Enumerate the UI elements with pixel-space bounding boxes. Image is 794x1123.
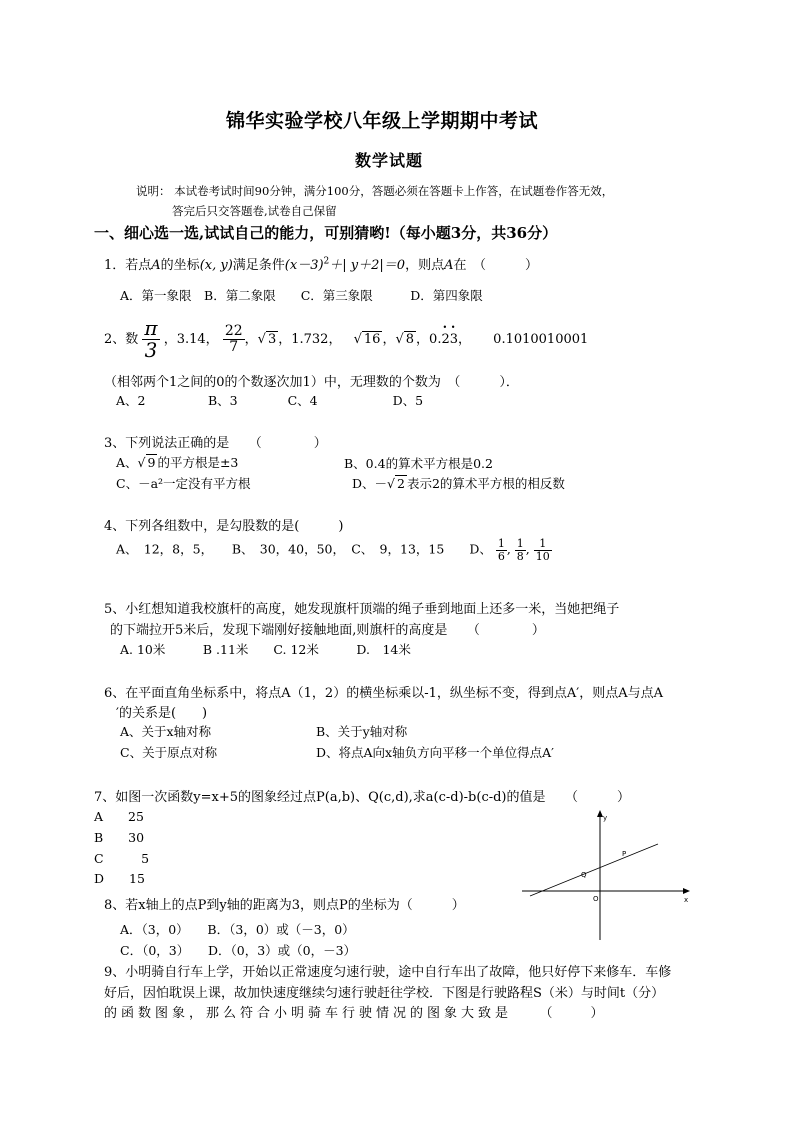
graph-y-label: y bbox=[603, 814, 608, 822]
q2-rep-digit1: • 2 bbox=[441, 332, 449, 347]
q1-options: A．第一象限 B．第二象限 C．第三象限 D．第四象限 bbox=[120, 288, 483, 303]
exam-note-line1: 说明： 本试卷考试时间90分钟，满分100分，答题必须在答题卡上作答，在试题卷作答无效， bbox=[136, 184, 614, 198]
q2-sqrt3: √ 3 bbox=[257, 332, 277, 347]
q2-options: A、2 B、3 C、4 D、5 bbox=[116, 393, 424, 408]
q5-line1: 5、小红想知道我校旗杆的高度，她发现旗杆顶端的绳子垂到地面上还多一米，当她把绳子 bbox=[104, 602, 620, 617]
q6-option-c: C、关于原点对称 bbox=[120, 745, 218, 760]
q2-sqrt16: √ 16 bbox=[353, 332, 381, 347]
q4-f1: 1 bbox=[497, 537, 505, 550]
q5-line2: 的下端拉开5米后，发现下端刚好接触地面,则旗杆的高度是 （ ） bbox=[110, 623, 545, 638]
q1-suffix: 在 （ ） bbox=[453, 258, 538, 273]
q9-line1: 9、小明骑自行车上学，开始以正常速度匀速行驶，途中自行车出了故障，他只好停下来修车．车修 bbox=[104, 965, 672, 980]
q8-stem: 8、若x轴上的点P到y轴的距离为3，则点P的坐标为（ ） bbox=[104, 898, 465, 913]
q2-c2: ， bbox=[382, 332, 396, 347]
q1-cond: (x－3) bbox=[284, 258, 324, 273]
q4-f3: 1 bbox=[534, 538, 552, 551]
q3-optD-pre: D、－ bbox=[352, 476, 388, 491]
q4-d3: 10 bbox=[535, 549, 550, 563]
q6-option-a: A、关于x轴对称 bbox=[120, 724, 212, 739]
q2-repeating-decimal bbox=[429, 332, 458, 347]
q3-optA-post: 的平方根是±3 bbox=[157, 455, 239, 470]
q3-optD-post: 表示2的算术平方根的相反数 bbox=[406, 476, 565, 491]
q1-mid1: 的坐标 bbox=[160, 258, 200, 273]
q2-c1: ， bbox=[244, 332, 258, 347]
q1-cond2: ＋| y＋2|＝0 bbox=[329, 258, 406, 273]
q3-option-a bbox=[116, 453, 238, 471]
q9-line2: 好后，因怕耽误上课，故加快速度继续匀速行驶赶往学校．下图是行驶路程S（米）与时间t（分） bbox=[104, 986, 665, 1001]
q2-sqrt16-rad: 16 bbox=[363, 332, 381, 347]
exam-note-line2: 答完后只交答题卷,试卷自己保留 bbox=[172, 204, 337, 218]
q7-option-a: A 25 bbox=[94, 809, 144, 824]
q2-pi-den: 3 bbox=[144, 338, 158, 362]
q2-n1: ，3.14， bbox=[163, 332, 219, 347]
q4-d2: 8 bbox=[516, 549, 524, 563]
question-2 bbox=[104, 318, 588, 361]
graph-x-arrow bbox=[683, 888, 690, 894]
q7-option-c: C 5 bbox=[94, 851, 150, 866]
q7-option-d: D 15 bbox=[94, 871, 145, 886]
graph-x-label: x bbox=[684, 896, 689, 904]
graph-origin-label: O bbox=[593, 895, 599, 903]
q4-stem: 4、下列各组数中，是勾股数的是( ) bbox=[104, 519, 344, 534]
q4-options: A、 12，8，5， B、 30，40，50， C、 9，13，15 D、 $\frac{1}{6}$ , $\frac{1}{8}$ , $\frac{1}{10}$ bbox=[116, 537, 550, 563]
q2-tail: 0.1010010001 bbox=[493, 332, 589, 347]
q4-frac1 bbox=[496, 538, 507, 562]
q4-f2: 1 bbox=[516, 537, 524, 550]
question-1 bbox=[104, 254, 538, 273]
graph-point-p-label: P bbox=[622, 850, 627, 858]
q6-option-d: D、将点A向x轴负方向平移一个单位得点A′ bbox=[316, 745, 554, 760]
q2-frac-num: 22 bbox=[224, 323, 243, 340]
q7-stem: 7、如图一次函数y=x+5的图象经过点P(a,b)、Q(c,d),求a(c-d)-b(c-d)的值是 （ ） bbox=[94, 790, 631, 805]
q7-option-b: B 30 bbox=[94, 830, 145, 845]
q8-options-ab: A．（3，0） B．（3，0）或（－3，0） bbox=[120, 922, 355, 937]
q1-point-a: A bbox=[151, 258, 161, 273]
q2-rep-int: 0. bbox=[429, 332, 442, 347]
q2-fraction bbox=[223, 324, 245, 354]
q3-option-b: B、0.4的算术平方根是0.2 bbox=[344, 456, 493, 471]
q2-frac-den: 7 bbox=[229, 339, 239, 355]
q1-coord: (x, y) bbox=[199, 258, 233, 273]
q6-line2: ′的关系是( ) bbox=[116, 706, 208, 721]
q1-point-a2: A bbox=[444, 258, 454, 273]
q2-prefix: 2、数 bbox=[104, 332, 139, 347]
q8-options-cd: C．（0，3） D．（0，3）或（0，－3） bbox=[120, 943, 357, 958]
q4-d1: 6 bbox=[497, 549, 505, 563]
q2-c4: ， bbox=[458, 332, 472, 347]
q2-line2: （相邻两个1之间的0的个数逐次加1）中，无理数的个数为 （ ）． bbox=[104, 375, 519, 390]
q3-optA-pre: A、 bbox=[116, 455, 138, 470]
q1-prefix: 1．若点 bbox=[104, 258, 152, 273]
q2-rep-digit2: • 3 bbox=[450, 332, 458, 347]
q4-frac3 bbox=[534, 538, 552, 562]
graph-point-q-label: Q bbox=[581, 871, 587, 879]
q2-sqrt8: √ 8 bbox=[395, 332, 415, 347]
q2-sqrt3-rad: 3 bbox=[267, 332, 277, 347]
q6-line1: 6、在平面直角坐标系中，将点A（1，2）的横坐标乘以-1，纵坐标不变，得到点A′，则点A与点A bbox=[104, 686, 663, 701]
graph-function-line bbox=[530, 844, 658, 896]
q3-optA-rad: 9 bbox=[147, 455, 156, 470]
q1-exponent: 2 bbox=[323, 256, 330, 267]
q7-line-graph bbox=[518, 808, 698, 943]
q6-option-b: B、关于y轴对称 bbox=[316, 724, 408, 739]
q1-mid2: 满足条件 bbox=[232, 258, 285, 273]
exam-title: 锦华实验学校八年级上学期期中考试 bbox=[226, 110, 539, 132]
q3-stem: 3、下列说法正确的是 （ ） bbox=[104, 436, 327, 451]
q2-n2: ，1.732， bbox=[278, 332, 342, 347]
q2-c3: ， bbox=[416, 332, 430, 347]
q4-frac2 bbox=[515, 538, 526, 562]
q3-optD-sqrt: √ 2 bbox=[387, 476, 405, 491]
q3-optD-rad: 2 bbox=[397, 476, 405, 491]
q3-option-c: C、－a²一定没有平方根 bbox=[116, 476, 251, 491]
q3-optA-sqrt: √ 9 bbox=[137, 455, 156, 470]
q2-sqrt8-rad: 8 bbox=[405, 332, 415, 347]
section-heading: 一、细心选一选,试试自己的能力，可别猜哟!（每小题3分，共36分） bbox=[94, 224, 558, 242]
q1-mid3: ，则点 bbox=[405, 258, 445, 273]
q2-pi-num: π bbox=[144, 316, 158, 340]
q5-options: A. 10米 B .11米 C. 12米 D. 14米 bbox=[120, 642, 411, 657]
q2-pi-fraction bbox=[142, 318, 159, 361]
exam-subtitle: 数学试题 bbox=[355, 151, 424, 170]
q4-opts-text: A、 12，8，5， B、 30，40，50， C、 9，13，15 D、 bbox=[116, 541, 492, 557]
q3-option-d bbox=[352, 474, 565, 492]
q9-line3: 的函数图象，那么符合小明骑车行驶情况的图象大致是 （ ） bbox=[104, 1006, 608, 1021]
